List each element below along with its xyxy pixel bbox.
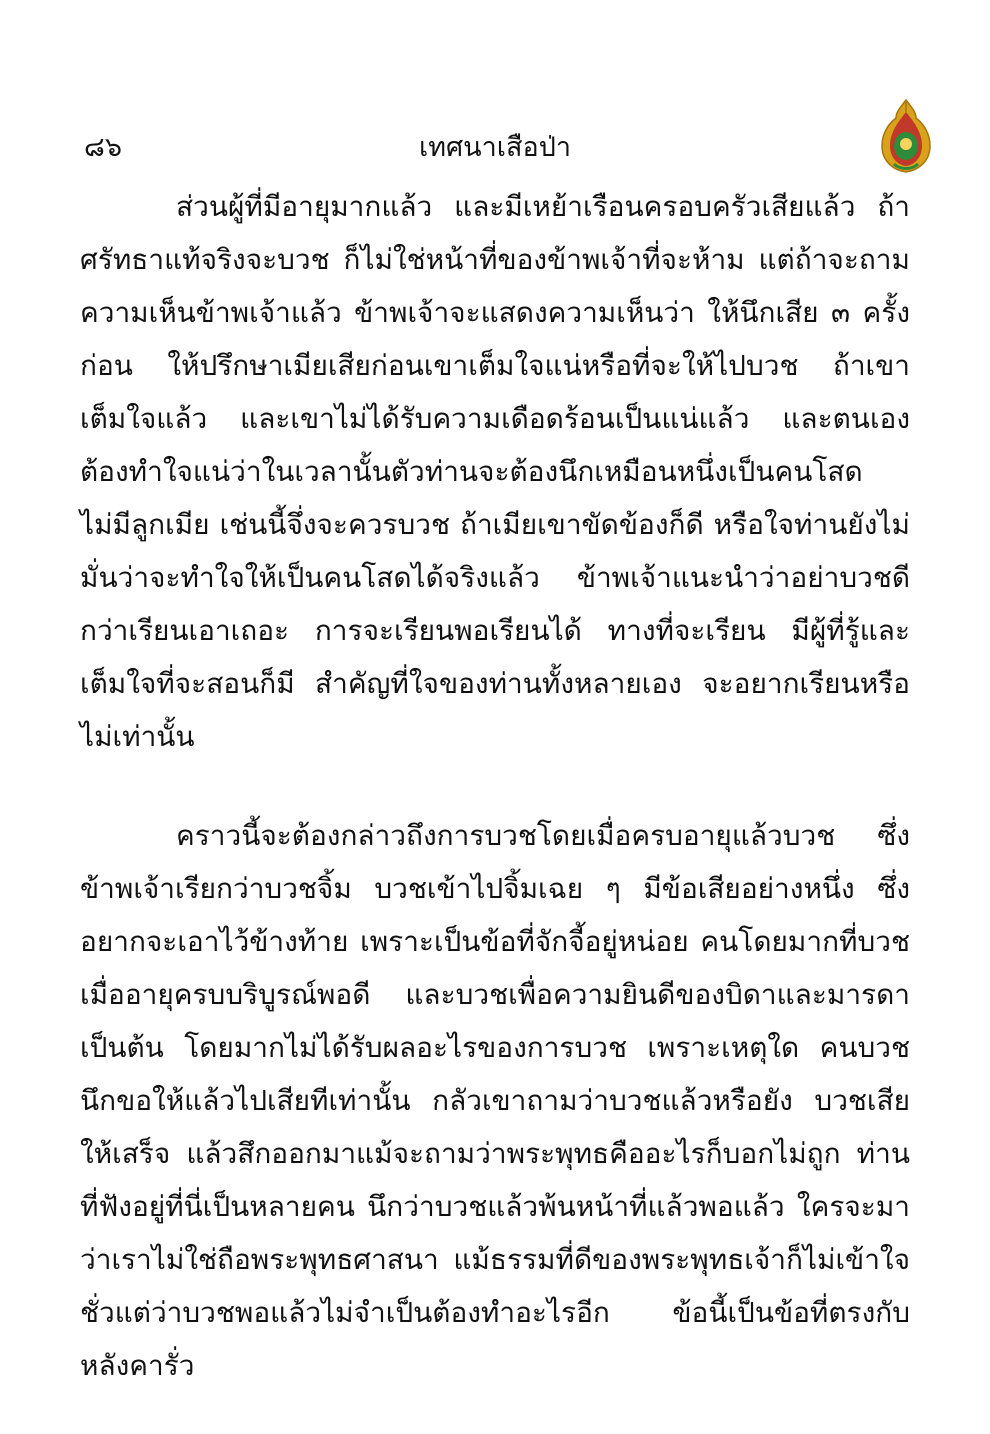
page-header [0,128,990,172]
page-number: ๘๖ [84,132,122,163]
body-text [80,180,910,1392]
paragraph: ส่วนผู้ที่มีอายุมากแล้ว และมีเหย้าเรือนครอบครัวเสียแล้ว ถ้าศรัทธาแท้จริงจะบวช ก็ไม่ใช่หน้าที่ของข้าพเจ้าที่จะห้าม แต่ถ้าจะถามความเห็นข้าพเจ้าแล้ว ข้าพเจ้าจะแสดงความเห็นว่า ให้นึกเสีย ๓ ครั้งก่อน ให้ปรึกษาเมียเสียก่อนเขาเต็มใจแน่หรือที่จะให้ไปบวช ถ้าเขาเต็มใจแล้ว และเขาไม่ได้รับความเดือดร้อนเป็นแน่แล้ว และตนเองต้องทำใจแน่ว่าในเวลานั้นตัวท่านจะต้องนึกเหมือนหนึ่งเป็นคนโสดไม่มีลูกเมีย เช่นนี้จึ่งจะควรบวช ถ้าเมียเขาขัดข้องก็ดี หรือใจท่านยังไม่มั่นว่าจะทำใจให้เป็นคนโสดได้จริงแล้ว ข้าพเจ้าแนะนำว่าอย่าบวชดีกว่าเรียนเอาเถอะ การจะเรียนพอเรียนได้ ทางที่จะเรียน มีผู้ที่รู้และเต็มใจที่จะสอนก็มี สำคัญที่ใจของท่านทั้งหลายเอง จะอยากเรียนหรือไม่เท่านั้น [80,190,910,753]
paragraph: คราวนี้จะต้องกล่าวถึงการบวชโดยเมื่อครบอายุแล้วบวช ซึ่งข้าพเจ้าเรียกว่าบวชจิ้ม บวชเข้าไปจิ้มเฉย ๆ มีข้อเสียอย่างหนึ่ง ซึ่งอยากจะเอาไว้ข้างท้าย เพราะเป็นข้อที่จักจี้อยู่หน่อย คนโดยมากที่บวชเมื่ออายุครบบริบูรณ์พอดี และบวชเพื่อความยินดีของบิดาและมารดาเป็นต้น โดยมากไม่ได้รับผลอะไรของการบวช เพราะเหตุใด คนบวชนึกขอให้แล้วไปเสียทีเท่านั้น กลัวเขาถามว่าบวชแล้วหรือยัง บวชเสียให้เสร็จ แล้วสึกออกมาแม้จะถามว่าพระพุทธคืออะไรก็บอกไม่ถูก ท่านที่ฟังอยู่ที่นี่เป็นหลายคน นึกว่าบวชแล้วพ้นหน้าที่แล้วพอแล้ว ใครจะมาว่าเราไม่ใช่ถือพระพุทธศาสนา แม้ธรรมที่ดีของพระพุทธเจ้าก็ไม่เข้าใจ ชั่วแต่ว่าบวชพอแล้วไม่จำเป็นต้องทำอะไรอีก ข้อนี้เป็นข้อที่ตรงกับหลังคารั่ว [80,819,910,1382]
running-title: เทศนาเสือป่า [418,132,571,163]
royal-seal-icon [878,98,934,174]
